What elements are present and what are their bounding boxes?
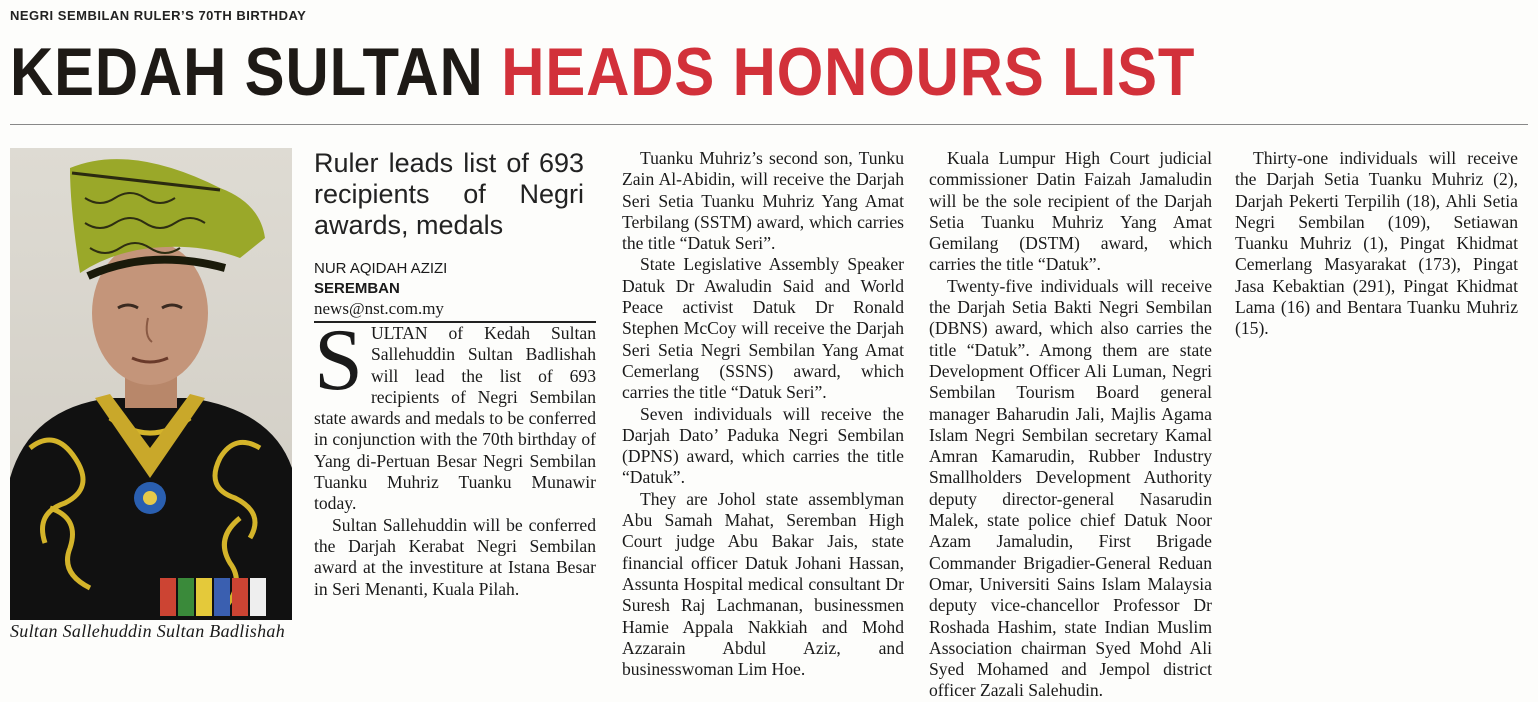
article-paragraph: Tuanku Muhriz’s second son, Tunku Zain Al-Abidin, will receive the Darjah Seri Setia Tuanku Muhriz Yang Amat Terbilang (SSTM) award, which carries the title “Datuk Seri”. (622, 148, 904, 254)
dropcap: S (314, 312, 363, 409)
article-column-2 (622, 148, 904, 680)
kicker: NEGRI SEMBILAN RULER’S 70TH BIRTHDAY (10, 8, 307, 23)
article-column-3 (929, 148, 1212, 702)
headline-red: HEADS HONOURS LIST (501, 34, 1196, 110)
headline-dark: KEDAH SULTAN (10, 34, 484, 110)
headline (10, 32, 1195, 112)
byline (314, 259, 596, 323)
article-paragraph: State Legislative Assembly Speaker Datuk Dr Awaludin Said and World Peace activist Datuk Dr Ronald Stephen McCoy will receive the Darjah Seri Setia Negri Sembilan Yang Amat Cemerlang (SSNS) award, which carries the title “Datuk Seri”. (622, 254, 904, 403)
photo-caption: Sultan Sallehuddin Sultan Badlishah (10, 621, 285, 641)
article-column-4 (1235, 148, 1518, 340)
article-paragraph: Sultan Sallehuddin will be conferred the Darjah Kerabat Negri Sembilan award at the investiture at Istana Besar in Seri Menanti, Kuala Pilah. (314, 514, 596, 599)
standfirst: Ruler leads list of 693 recipients of Negri awards, medals (314, 148, 584, 240)
article-paragraph: Thirty-one individuals will receive the Darjah Setia Tuanku Muhriz (2), Darjah Pekerti Terpilih (18), Ahli Setia Negri Sembilan (109), Setiawan Tuanku Muhriz (1), Pingat Khidmat Cemerlang Masyarakat (173), Pingat Jasa Kebaktian (291), Pingat Khidmat Lama (16) and Bentara Tuanku Muhriz (15). (1235, 148, 1518, 339)
byline-dateline: SEREMBAN (314, 280, 400, 297)
article-paragraph: They are Johol state assemblyman Abu Samah Mahat, Seremban High Court judge Abu Bakar Jais, state financial officer Datuk Johani Hassan, Assunta Hospital medical consultant Dr Suresh Raj Lachmanan, businessmen Hamie Appala Nakkiah and Mohd Azzarain Abdul Aziz, and businesswoman Lim Hoe. (622, 488, 904, 680)
article-paragraph: SULTAN of Kedah Sultan Sallehuddin Sultan Badlishah will lead the list of 693 recipients of Negri Sembilan state awards and medals to be conferred in conjunction with the 70th birthday of Yang di-Pertuan Besar Negri Sembilan Tuanku Muhriz Tuanku Munawir today. (314, 312, 596, 514)
sultan-photo (10, 148, 292, 620)
article-paragraph: Twenty-five individuals will receive the Darjah Setia Bakti Negri Sembilan (DBNS) award, which also carries the title “Datuk”. Among them are state Development Officer Ali Luman, Negri Sembilan Tourism Board general manager Baharudin Jali, Majlis Agama Islam Negri Sembilan secretary Kamal Amran Kamarudin, Rubber Industry Smallholders Development Authority deputy director-general Nasarudin Malek, state police chief Datuk Noor Azam Jamaludin, First Brigade Commander Brigadier-General Reduan Omar, Universiti Sains Islam Malaysia deputy vice-chancellor Professor Dr Roshada Hashim, state Indian Muslim Association chairman Syed Mohd Ali Syed Mohamed and Jempol district officer Zazali Salehudin. (929, 275, 1212, 701)
top-rule (10, 124, 1528, 125)
byline-author: NUR AQIDAH AZIZI (314, 260, 448, 277)
article-column-1 (314, 148, 596, 600)
article-paragraph: Seven individuals will receive the Darjah Dato’ Paduka Negri Sembilan (DPNS) award, which carries the title “Datuk”. (622, 403, 904, 488)
byline-email: news@nst.com.my (314, 299, 596, 323)
article-paragraph: Kuala Lumpur High Court judicial commissioner Datin Faizah Jamaludin will be the sole recipient of the Darjah Setia Tuanku Muhriz Yang Amat Gemilang (DSTM) award, which carries the title “Datuk”. (929, 148, 1212, 275)
